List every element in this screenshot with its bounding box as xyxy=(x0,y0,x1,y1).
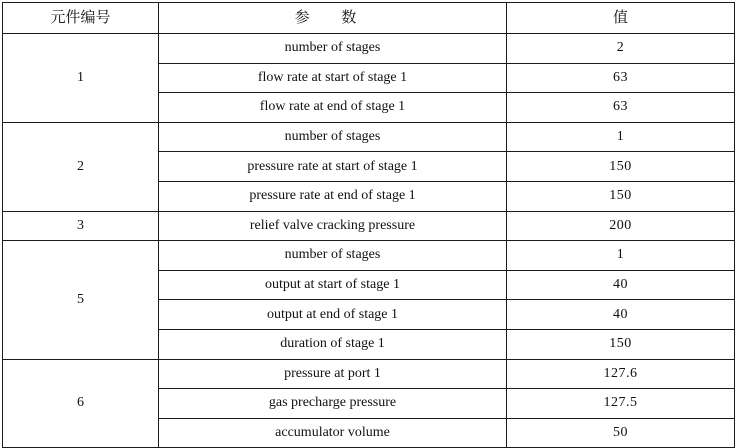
value-cell: 150 xyxy=(507,181,735,211)
value-cell: 127.6 xyxy=(507,359,735,389)
table-row xyxy=(3,241,735,271)
param-cell: output at start of stage 1 xyxy=(159,270,507,300)
param-cell: number of stages xyxy=(159,122,507,152)
param-cell: accumulator volume xyxy=(159,418,507,448)
param-cell: output at end of stage 1 xyxy=(159,300,507,330)
header-row xyxy=(3,3,735,34)
header-component-id: 元件编号 xyxy=(3,3,159,34)
component-id-cell: 6 xyxy=(3,359,159,448)
table-row xyxy=(3,122,735,152)
param-cell: pressure rate at start of stage 1 xyxy=(159,152,507,182)
param-cell: duration of stage 1 xyxy=(159,329,507,359)
param-cell: gas precharge pressure xyxy=(159,389,507,419)
component-id-cell: 3 xyxy=(3,211,159,241)
value-cell: 1 xyxy=(507,122,735,152)
value-cell: 63 xyxy=(507,63,735,93)
param-cell: pressure at port 1 xyxy=(159,359,507,389)
param-cell: relief valve cracking pressure xyxy=(159,211,507,241)
parameter-table xyxy=(2,2,735,448)
param-cell: number of stages xyxy=(159,241,507,271)
param-cell: pressure rate at end of stage 1 xyxy=(159,181,507,211)
value-cell: 1 xyxy=(507,241,735,271)
value-cell: 50 xyxy=(507,418,735,448)
table-row xyxy=(3,211,735,241)
value-cell: 200 xyxy=(507,211,735,241)
param-cell: number of stages xyxy=(159,34,507,64)
header-parameter: 参 数 xyxy=(159,3,507,34)
table-row xyxy=(3,359,735,389)
value-cell: 2 xyxy=(507,34,735,64)
param-cell: flow rate at start of stage 1 xyxy=(159,63,507,93)
header-value: 值 xyxy=(507,3,735,34)
table-body xyxy=(3,34,735,448)
param-cell: flow rate at end of stage 1 xyxy=(159,93,507,123)
value-cell: 63 xyxy=(507,93,735,123)
value-cell: 150 xyxy=(507,329,735,359)
value-cell: 40 xyxy=(507,270,735,300)
component-id-cell: 1 xyxy=(3,34,159,123)
component-id-cell: 5 xyxy=(3,241,159,359)
value-cell: 40 xyxy=(507,300,735,330)
component-id-cell: 2 xyxy=(3,122,159,211)
table-row xyxy=(3,34,735,64)
value-cell: 127.5 xyxy=(507,389,735,419)
value-cell: 150 xyxy=(507,152,735,182)
